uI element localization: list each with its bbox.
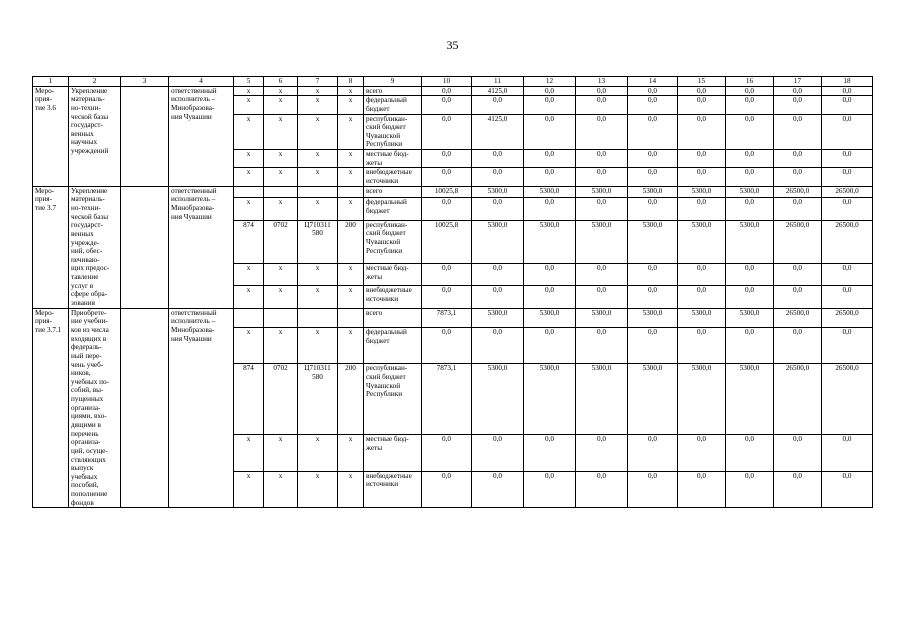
value-cell: 5300,0 (726, 308, 774, 327)
expense-group-cell: 200 (338, 220, 364, 263)
funding-source-cell: внебюджетные источники (364, 286, 422, 308)
value-cell: 0,0 (678, 168, 726, 186)
value-cell: 4125,0 (472, 86, 524, 96)
section-cell: х (264, 327, 298, 363)
value-cell: 0,0 (628, 96, 678, 114)
value-cell: 0,0 (774, 168, 822, 186)
value-cell: 0,0 (822, 286, 873, 308)
funding-source-cell: республикан- ский бюджет Чувашской Республики (364, 220, 422, 263)
value-cell: 0,0 (576, 471, 628, 508)
table-row (33, 86, 873, 96)
budget-table (32, 76, 873, 508)
value-cell: 5300,0 (628, 364, 678, 435)
value-cell: 5300,0 (576, 186, 628, 198)
value-cell: 0,0 (726, 114, 774, 150)
grbs-cell: х (234, 264, 264, 286)
value-cell: 0,0 (774, 435, 822, 471)
funding-source-cell: внебюджетные источники (364, 471, 422, 508)
value-cell: 0,0 (726, 264, 774, 286)
value-cell: 0,0 (524, 286, 576, 308)
header-cell: 3 (121, 77, 169, 87)
section-cell: х (264, 435, 298, 471)
header-cell: 13 (576, 77, 628, 87)
value-cell: 26500,0 (822, 308, 873, 327)
grbs-cell (234, 186, 264, 198)
expense-group-cell: х (338, 471, 364, 508)
grbs-cell: х (234, 150, 264, 168)
target-article-cell: х (298, 471, 338, 508)
value-cell: 0,0 (472, 198, 524, 220)
target-article-cell: х (298, 168, 338, 186)
value-cell: 0,0 (524, 150, 576, 168)
value-cell: 0,0 (472, 96, 524, 114)
target-article-cell: х (298, 150, 338, 168)
value-cell: 0,0 (678, 471, 726, 508)
header-cell: 14 (628, 77, 678, 87)
value-cell: 0,0 (726, 86, 774, 96)
value-cell: 0,0 (422, 96, 472, 114)
value-cell: 0,0 (524, 327, 576, 363)
event-cell: Меро- прия- тие 3.7 (33, 186, 69, 308)
value-cell: 0,0 (576, 264, 628, 286)
grbs-cell: х (234, 198, 264, 220)
section-cell: 0702 (264, 364, 298, 435)
header-cell: 10 (422, 77, 472, 87)
value-cell: 0,0 (422, 150, 472, 168)
value-cell: 0,0 (726, 471, 774, 508)
target-article-cell: Ц710311 580 (298, 364, 338, 435)
value-cell: 0,0 (524, 198, 576, 220)
value-cell: 0,0 (472, 435, 524, 471)
value-cell: 0,0 (678, 114, 726, 150)
header-cell: 9 (364, 77, 422, 87)
value-cell: 0,0 (774, 96, 822, 114)
value-cell: 0,0 (576, 286, 628, 308)
funding-source-cell: местные бюд- жеты (364, 150, 422, 168)
value-cell: 0,0 (628, 471, 678, 508)
value-cell: 0,0 (774, 150, 822, 168)
value-cell: 0,0 (774, 264, 822, 286)
value-cell: 0,0 (678, 327, 726, 363)
target-article-cell: х (298, 435, 338, 471)
grbs-cell: 874 (234, 220, 264, 263)
value-cell: 4125,0 (472, 114, 524, 150)
value-cell: 5300,0 (524, 186, 576, 198)
section-cell (264, 308, 298, 327)
header-cell: 7 (298, 77, 338, 87)
value-cell: 0,0 (774, 327, 822, 363)
value-cell: 0,0 (422, 435, 472, 471)
expense-group-cell (338, 308, 364, 327)
value-cell: 0,0 (576, 168, 628, 186)
value-cell: 0,0 (422, 114, 472, 150)
grbs-cell: х (234, 96, 264, 114)
value-cell: 5300,0 (576, 364, 628, 435)
value-cell: 7873,1 (422, 308, 472, 327)
target-article-cell: х (298, 86, 338, 96)
section-cell: х (264, 96, 298, 114)
value-cell: 0,0 (774, 86, 822, 96)
page-number: 35 (446, 38, 459, 52)
value-cell: 5300,0 (628, 308, 678, 327)
value-cell: 26500,0 (774, 364, 822, 435)
value-cell: 10025,8 (422, 186, 472, 198)
value-cell: 26500,0 (822, 220, 873, 263)
target-article-cell: х (298, 96, 338, 114)
target-article-cell: Ц710311 580 (298, 220, 338, 263)
value-cell: 0,0 (422, 264, 472, 286)
value-cell: 10025,8 (422, 220, 472, 263)
value-cell: 0,0 (628, 327, 678, 363)
value-cell: 5300,0 (628, 186, 678, 198)
value-cell: 7873,1 (422, 364, 472, 435)
value-cell: 0,0 (576, 96, 628, 114)
grbs-cell: х (234, 327, 264, 363)
grbs-cell: х (234, 435, 264, 471)
header-cell: 8 (338, 77, 364, 87)
value-cell: 0,0 (422, 168, 472, 186)
value-cell: 0,0 (822, 264, 873, 286)
section-cell: х (264, 471, 298, 508)
section-cell: х (264, 86, 298, 96)
section-cell: х (264, 150, 298, 168)
value-cell: 0,0 (576, 198, 628, 220)
value-cell: 0,0 (524, 471, 576, 508)
value-cell: 0,0 (524, 114, 576, 150)
value-cell: 0,0 (726, 286, 774, 308)
value-cell: 0,0 (472, 150, 524, 168)
expense-group-cell: х (338, 327, 364, 363)
section-cell: 0702 (264, 220, 298, 263)
value-cell: 5300,0 (628, 220, 678, 263)
expense-group-cell: 200 (338, 364, 364, 435)
value-cell: 26500,0 (822, 364, 873, 435)
value-cell: 0,0 (472, 327, 524, 363)
value-cell: 0,0 (822, 198, 873, 220)
grbs-cell: х (234, 286, 264, 308)
event-cell: Меро- прия- тие 3.7.1 (33, 308, 69, 508)
value-cell: 0,0 (628, 168, 678, 186)
value-cell: 26500,0 (774, 308, 822, 327)
header-cell: 17 (774, 77, 822, 87)
value-cell: 0,0 (576, 86, 628, 96)
value-cell: 0,0 (628, 264, 678, 286)
value-cell: 0,0 (628, 86, 678, 96)
value-cell: 5300,0 (726, 186, 774, 198)
expense-group-cell: х (338, 96, 364, 114)
value-cell: 5300,0 (472, 220, 524, 263)
value-cell: 26500,0 (774, 186, 822, 198)
header-cell: 16 (726, 77, 774, 87)
header-cell: 18 (822, 77, 873, 87)
value-cell: 0,0 (628, 150, 678, 168)
value-cell: 5300,0 (726, 364, 774, 435)
value-cell: 5300,0 (678, 220, 726, 263)
value-cell: 0,0 (472, 471, 524, 508)
executor-cell: ответственный исполнитель – Минобразова- ния Чувашии (169, 86, 234, 186)
value-cell: 0,0 (628, 435, 678, 471)
value-cell: 0,0 (822, 114, 873, 150)
header-cell: 5 (234, 77, 264, 87)
value-cell: 5300,0 (524, 308, 576, 327)
value-cell: 0,0 (422, 286, 472, 308)
grbs-cell: х (234, 86, 264, 96)
value-cell: 0,0 (678, 286, 726, 308)
value-cell: 0,0 (726, 150, 774, 168)
value-cell: 0,0 (524, 86, 576, 96)
value-cell: 0,0 (472, 286, 524, 308)
header-cell: 6 (264, 77, 298, 87)
section-cell: х (264, 264, 298, 286)
funding-source-cell: федеральный бюджет (364, 327, 422, 363)
funding-source-cell: местные бюд- жеты (364, 435, 422, 471)
value-cell: 0,0 (678, 86, 726, 96)
value-cell: 5300,0 (576, 308, 628, 327)
value-cell: 0,0 (822, 86, 873, 96)
value-cell: 26500,0 (774, 220, 822, 263)
value-cell: 0,0 (726, 96, 774, 114)
target-article-cell: х (298, 286, 338, 308)
event-name-cell: Приобрете- ние учебни- ков из числа входящих в федераль- ный пере- чень учеб- ников, учебных по- собий, вы- пущенных организа- циями, вхо- дящими в перечень организа- ций, осуще- ствляющих выпуск учебных пособий, пополнение фондов (69, 308, 121, 508)
executor-cell: ответственный исполнитель – Минобразова- ния Чувашии (169, 186, 234, 308)
subprogram-cell (121, 86, 169, 186)
event-name-cell: Укрепление материаль- но-техни- ческой базы государст- венных научных учреждений (69, 86, 121, 186)
value-cell: 0,0 (472, 168, 524, 186)
value-cell: 0,0 (678, 150, 726, 168)
value-cell: 5300,0 (472, 308, 524, 327)
value-cell: 0,0 (678, 96, 726, 114)
value-cell: 0,0 (726, 327, 774, 363)
executor-cell: ответственный исполнитель – Минобразова- ния Чувашии (169, 308, 234, 508)
header-cell: 11 (472, 77, 524, 87)
value-cell: 0,0 (822, 327, 873, 363)
header-cell: 12 (524, 77, 576, 87)
section-cell (264, 186, 298, 198)
value-cell: 0,0 (628, 286, 678, 308)
target-article-cell (298, 186, 338, 198)
value-cell: 0,0 (422, 198, 472, 220)
expense-group-cell: х (338, 198, 364, 220)
section-cell: х (264, 286, 298, 308)
target-article-cell: х (298, 198, 338, 220)
header-cell: 1 (33, 77, 69, 87)
value-cell: 0,0 (678, 198, 726, 220)
value-cell: 0,0 (576, 114, 628, 150)
value-cell: 5300,0 (576, 220, 628, 263)
expense-group-cell: х (338, 435, 364, 471)
table-row (33, 186, 873, 198)
value-cell: 5300,0 (524, 364, 576, 435)
value-cell: 5300,0 (726, 220, 774, 263)
value-cell: 0,0 (422, 471, 472, 508)
value-cell: 0,0 (822, 168, 873, 186)
section-cell: х (264, 168, 298, 186)
value-cell: 5300,0 (678, 186, 726, 198)
funding-source-cell: федеральный бюджет (364, 198, 422, 220)
target-article-cell: х (298, 114, 338, 150)
expense-group-cell: х (338, 168, 364, 186)
value-cell: 0,0 (726, 198, 774, 220)
grbs-cell: х (234, 471, 264, 508)
value-cell: 0,0 (822, 435, 873, 471)
expense-group-cell: х (338, 264, 364, 286)
expense-group-cell: х (338, 150, 364, 168)
value-cell: 0,0 (774, 286, 822, 308)
header-row (33, 77, 873, 87)
value-cell: 0,0 (576, 435, 628, 471)
value-cell: 0,0 (678, 264, 726, 286)
value-cell: 0,0 (774, 471, 822, 508)
header-cell: 4 (169, 77, 234, 87)
header-cell: 15 (678, 77, 726, 87)
value-cell: 0,0 (524, 435, 576, 471)
value-cell: 0,0 (822, 471, 873, 508)
value-cell: 5300,0 (678, 364, 726, 435)
value-cell: 0,0 (628, 198, 678, 220)
header-cell: 2 (69, 77, 121, 87)
funding-source-cell: республикан- ский бюджет Чувашской Республики (364, 114, 422, 150)
expense-group-cell: х (338, 86, 364, 96)
funding-source-cell: всего (364, 308, 422, 327)
value-cell: 0,0 (726, 168, 774, 186)
target-article-cell: х (298, 327, 338, 363)
value-cell: 26500,0 (822, 186, 873, 198)
grbs-cell: 874 (234, 364, 264, 435)
section-cell: х (264, 198, 298, 220)
value-cell: 0,0 (472, 264, 524, 286)
target-article-cell (298, 308, 338, 327)
expense-group-cell: х (338, 114, 364, 150)
value-cell: 0,0 (576, 150, 628, 168)
subprogram-cell (121, 186, 169, 308)
subprogram-cell (121, 308, 169, 508)
funding-source-cell: внебюджетные источники (364, 168, 422, 186)
grbs-cell: х (234, 168, 264, 186)
funding-source-cell: федеральный бюджет (364, 96, 422, 114)
value-cell: 5300,0 (524, 220, 576, 263)
expense-group-cell: х (338, 286, 364, 308)
value-cell: 0,0 (524, 168, 576, 186)
value-cell: 0,0 (524, 96, 576, 114)
value-cell: 0,0 (822, 150, 873, 168)
value-cell: 0,0 (726, 435, 774, 471)
value-cell: 5300,0 (678, 308, 726, 327)
grbs-cell (234, 308, 264, 327)
grbs-cell: х (234, 114, 264, 150)
funding-source-cell: всего (364, 186, 422, 198)
value-cell: 0,0 (422, 86, 472, 96)
section-cell: х (264, 114, 298, 150)
value-cell: 0,0 (822, 96, 873, 114)
value-cell: 0,0 (774, 198, 822, 220)
value-cell: 0,0 (576, 327, 628, 363)
funding-source-cell: местные бюд- жеты (364, 264, 422, 286)
value-cell: 5300,0 (472, 364, 524, 435)
event-cell: Меро- прия- тие 3.6 (33, 86, 69, 186)
target-article-cell: х (298, 264, 338, 286)
expense-group-cell (338, 186, 364, 198)
funding-source-cell: республикан- ский бюджет Чувашской Республики (364, 364, 422, 435)
funding-source-cell: всего (364, 86, 422, 96)
table-row (33, 308, 873, 327)
value-cell: 0,0 (628, 114, 678, 150)
value-cell: 0,0 (774, 114, 822, 150)
value-cell: 0,0 (524, 264, 576, 286)
event-name-cell: Укрепление материаль- но-техни- ческой базы государст- венных учрежде- ний, обес- печиваю- щих предос- тавление услуг в сфере обра- зования (69, 186, 121, 308)
value-cell: 5300,0 (472, 186, 524, 198)
value-cell: 0,0 (422, 327, 472, 363)
value-cell: 0,0 (678, 435, 726, 471)
